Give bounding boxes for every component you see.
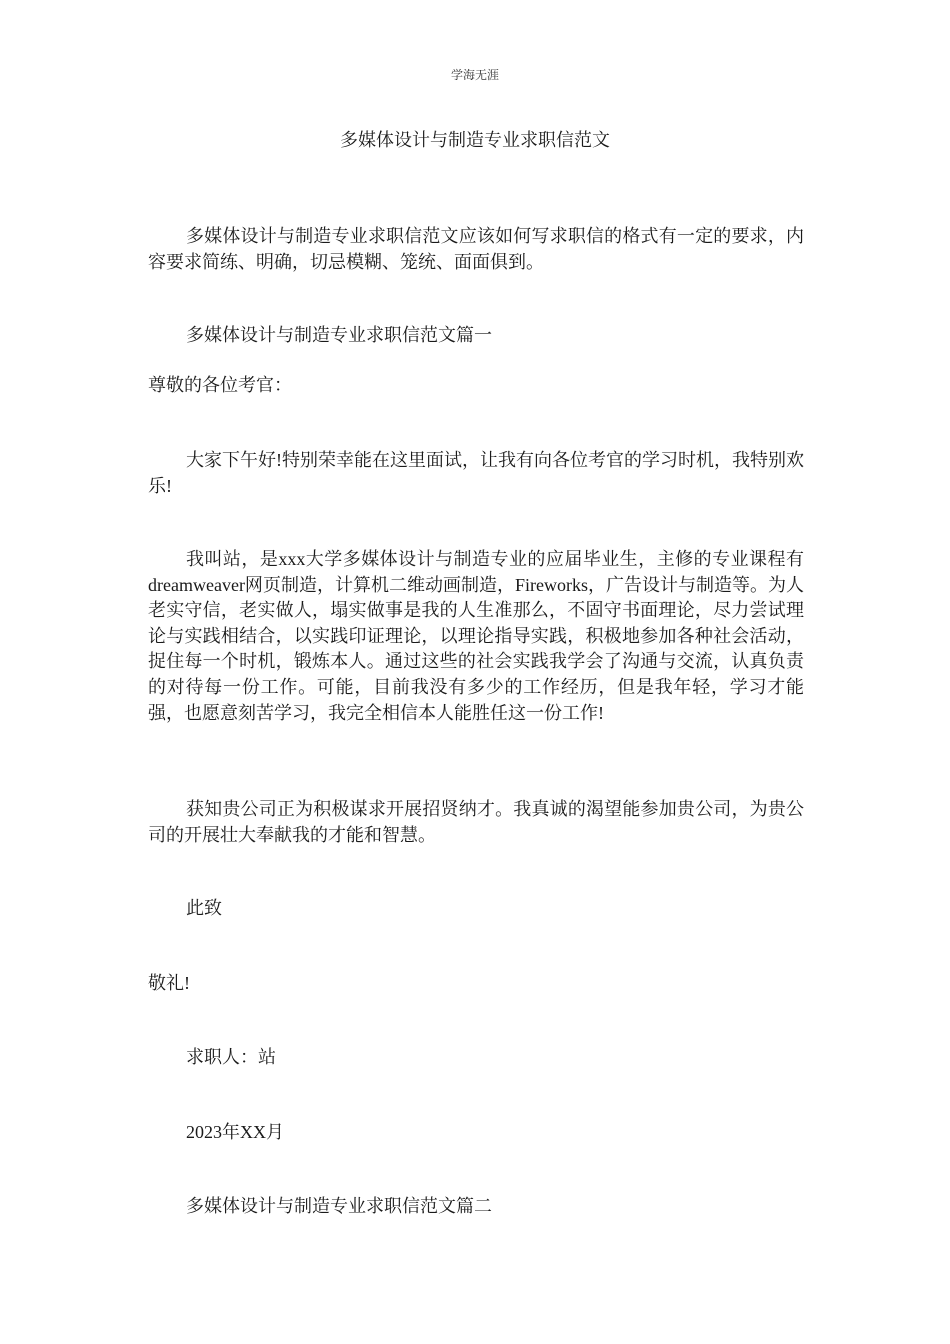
body-paragraph-2: 获知贵公司正为积极谋求开展招贤纳才。我真诚的渴望能参加贵公司，为贵公司的开展壮大奉献我的才能和智慧。 (148, 799, 804, 845)
body-paragraph-1: 我叫站，是xxx大学多媒体设计与制造专业的应届毕业生，主修的专业课程有dreamweaver网页制造，计算机二维动画制造，Fireworks，广告设计与制造等。为人老实守信，老实做人，塌实做事是我的人生准那么，不固守书面理论，尽力尝试理论与实践相结合，以实践印证理论，以理论指导实践，积极地参加各种社会活动，捉住每一个时机，锻炼本人。通过这些的社会实践我学会了沟通与交流，认真负责的对待每一份工作。可能，目前我没有多少的工作经历，但是我年轻，学习才能强，也愿意刻苦学习，我完全相信本人能胜任这一份工作! (148, 549, 804, 723)
section-heading-1: 多媒体设计与制造专业求职信范文篇一 (186, 325, 492, 345)
intro-paragraph: 多媒体设计与制造专业求职信范文应该如何写求职信的格式有一定的要求，内容要求简练、明确，切忌模糊、笼统、面面俱到。 (148, 226, 804, 272)
closing-line-2: 敬礼! (148, 973, 190, 993)
section-heading-2: 多媒体设计与制造专业求职信范文篇二 (186, 1196, 492, 1216)
page-header: 学海无涯 (450, 68, 499, 82)
greeting-paragraph: 大家下午好!特别荣幸能在这里面试，让我有向各位考官的学习时机，我特别欢乐! (148, 450, 804, 496)
date-line: 2023年XX月 (186, 1122, 284, 1142)
document-title: 多媒体设计与制造专业求职信范文 (340, 130, 610, 150)
salutation: 尊敬的各位考官： (148, 375, 292, 395)
closing-line-1: 此致 (186, 898, 222, 918)
signature-line: 求职人：站 (186, 1047, 276, 1067)
